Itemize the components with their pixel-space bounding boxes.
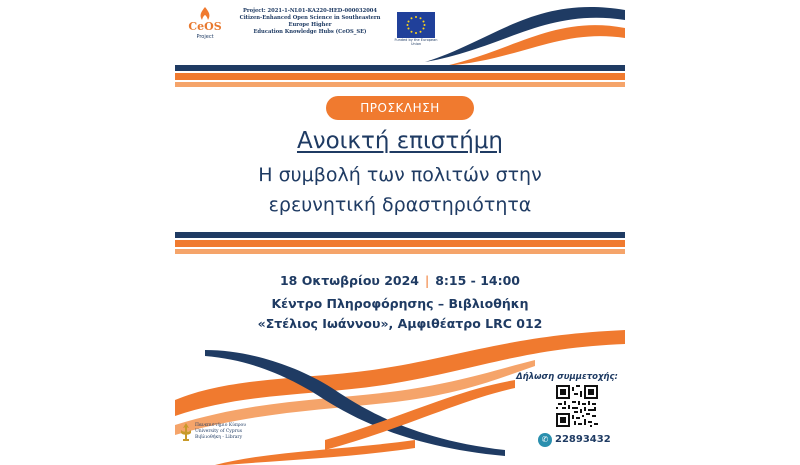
stripe-navy <box>175 232 625 238</box>
logo-subtext: Project <box>196 34 214 40</box>
stripe-orange <box>175 240 625 247</box>
ucy-library-logo <box>179 422 193 444</box>
registration-qr-code[interactable] <box>556 385 598 427</box>
event-date: 18 Οκτωβρίου 2024 <box>279 273 420 288</box>
stripe-light-orange <box>175 249 625 254</box>
registration-label: Δήλωση συμμετοχής: <box>516 372 618 382</box>
subtitle-line2: ερευνητική δραστηριότητα <box>268 194 532 216</box>
logo-text: CeOS <box>188 20 222 33</box>
event-datetime <box>175 273 625 288</box>
project-info <box>230 8 390 36</box>
stripe-band-top <box>175 65 625 89</box>
eu-caption: Funded by the European Union <box>394 38 438 46</box>
ceos-logo <box>185 6 225 52</box>
phone-icon: ✆ <box>538 433 552 447</box>
ucy-line-greek: Πανεπιστήμιο Κύπρου <box>195 423 246 428</box>
header <box>175 0 625 60</box>
separator: | <box>425 273 430 288</box>
ucy-library-text <box>195 423 255 441</box>
event-time: 8:15 - 14:00 <box>435 273 521 288</box>
project-code: Project: 2021-1-NL01-KA220-HED-000032004 <box>242 8 378 14</box>
ucy-line-english: University of Cyprus <box>195 429 243 434</box>
stripe-navy <box>175 65 625 71</box>
invite-badge: ΠΡΟΣΚΛΗΣΗ <box>326 96 474 120</box>
project-title-line2: Education Knowledge Hubs (CeOS_SE) <box>253 29 367 35</box>
stripe-band-middle <box>175 232 625 256</box>
page-title: Ανοικτή επιστήμη <box>296 128 503 154</box>
subtitle-line1: Η συμβολή των πολιτών στην <box>258 164 542 186</box>
phone-number[interactable]: 22893432 <box>555 434 611 445</box>
poster <box>175 0 625 465</box>
project-title-line1: Citizen-Enhanced Open Science in Southeastern Europe Higher <box>239 15 381 28</box>
eu-flag-icon <box>397 12 435 38</box>
stripe-light-orange <box>175 82 625 87</box>
ucy-line-library: Βιβλιοθήκη - Library <box>195 435 243 440</box>
venue-line2: «Στέλιος Ιωάννου», Αμφιθέατρο LRC 012 <box>257 316 543 331</box>
stripe-orange <box>175 73 625 80</box>
venue-line1: Κέντρο Πληροφόρησης – Βιβλιοθήκη <box>271 296 529 311</box>
